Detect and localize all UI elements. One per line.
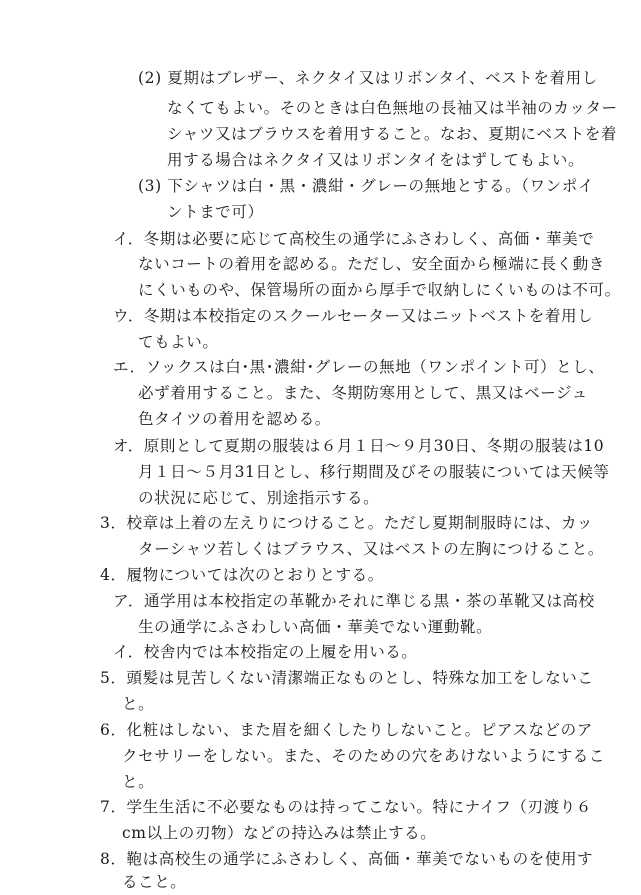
rule-6-line-3: と。 [122,773,155,791]
rule-i-line-3: にくいものや、保管場所の面から厚手で収納しにくいものは不可。 [138,281,621,299]
rule-4-i-line-1: イ．校舎内では本校指定の上履を用いる。 [113,643,418,661]
rule-2-3-line-2: ントまで可） [167,203,264,221]
rule-6-line-1: 6．化粧はしない、また眉を細くしたりしないこと。ピアスなどのア [100,721,593,739]
rule-3-line-1: 3．校章は上着の左えりにつけること。ただし夏期制服時には、カッ [100,514,593,532]
rule-2-2-line-3: シャツ又はブラウスを着用すること。なお、夏期にベストを着 [167,125,618,143]
rule-u-line-2: てもよい。 [138,333,219,351]
rule-i-line-2: ないコートの着用を認める。ただし、安全面から極端に長く動き [138,255,605,273]
rule-4-a-line-1: ア．通学用は本校指定の革靴かそれに準じる黒・茶の革靴又は高校 [113,592,595,610]
rule-2-2-line-1: (2) 夏期はブレザー、ネクタイ又はリボンタイ、ベストを着用し [138,69,598,87]
rule-3-line-2: ターシャツ若しくはブラウス、又はベストの左胸につけること。 [138,540,604,558]
rule-e-line-1: エ．ソックスは白･黒･濃紺･グレーの無地（ワンポイント可）とし、 [113,358,605,376]
rule-2-2-line-4: 用する場合はネクタイ又はリボンタイをはずしてもよい。 [167,151,585,169]
rule-u-line-1: ウ．冬期は本校指定のスクールセーター又はニットベストを着用し [113,307,594,325]
rule-o-line-2: 月１日～５月31日とし、移行期間及びその服装については天候等 [138,463,610,481]
rule-5-line-1: 5．頭髪は見苦しくない清潔端正なものとし、特殊な加工をしないこ [100,669,594,687]
rule-o-line-3: の状況に応じて、別途指示する。 [138,489,380,507]
rule-7-line-2: cm以上の刃物）などの持込みは禁止する。 [122,824,437,842]
rule-2-3-line-1: (3) 下シャツは白・黒・濃紺・グレーの無地とする。（ワンポイ [138,177,594,195]
rule-e-line-2: 必ず着用すること。また、冬期防寒用として、黒又はベージュ [138,384,588,402]
rule-e-line-3: 色タイツの着用を認める。 [138,410,331,428]
rule-i-line-1: イ．冬期は必要に応じて高校生の通学にふさわしく、高価・華美で [113,230,595,248]
rule-7-line-1: 7．学生生活に不必要なものは持ってこない。特にナイフ（刃渡り６ [100,798,592,816]
rule-8-line-1: 8．鞄は高校生の通学にふさわしく、高価・華美でないものを使用す [100,850,594,868]
rule-4-a-line-2: 生の通学にふさわしい高価・華美でない運動靴。 [138,618,493,636]
rule-6-line-2: クセサリーをしない。また、そのための穴をあけないようにするこ [122,747,606,765]
rule-5-line-2: と。 [122,695,155,713]
rule-4-line-1: 4．履物については次のとおりとする。 [100,566,384,584]
rule-o-line-1: オ．原則として夏期の服装は６月１日～９月30日、冬期の服装は10 [113,437,605,455]
rule-8-line-2: ること。 [122,873,187,891]
rule-2-2-line-2: なくてもよい。そのときは白色無地の長袖又は半袖のカッター [167,99,618,117]
